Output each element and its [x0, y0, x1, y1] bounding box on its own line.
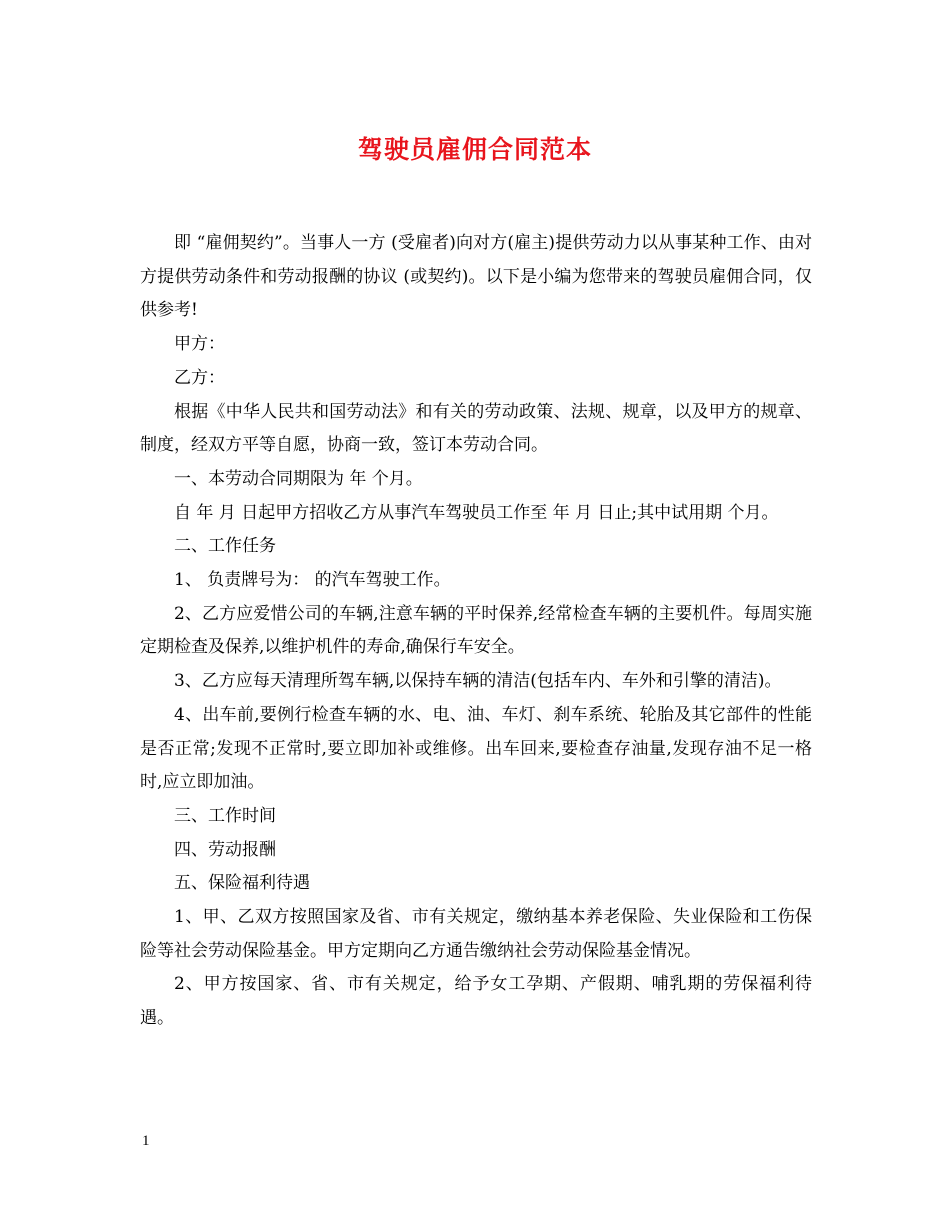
paragraph-task-4: 4、出车前,要例行检查车辆的水、电、油、车灯、刹车系统、轮胎及其它部件的性能是否正常;发现不正常时,要立即加补或维修。出车回来,要检查存油量,发现存油不足一格时,应立即加油。: [140, 704, 812, 793]
paragraph-task-1: 1、 负责牌号为： 的汽车驾驶工作。: [174, 570, 451, 591]
section-heading-pay: 四、劳动报酬: [174, 839, 276, 860]
paragraph-basis: 根据《中华人民共和国劳动法》和有关的劳动政策、法规、规章，以及甲方的规章、制度，经双方平等自愿，协商一致，签订本劳动合同。: [140, 401, 812, 456]
paragraph-term-dates: 自 年 月 日起甲方招收乙方从事汽车驾驶员工作至 年 月 日止;其中试用期 个月。: [174, 502, 779, 523]
paragraph-insurance-1: 1、甲、乙双方按照国家及省、市有关规定，缴纳基本养老保险、失业保险和工伤保险等社会劳动保险基金。甲方定期向乙方通告缴纳社会劳动保险基金情况。: [140, 907, 812, 961]
paragraph-party-a: 甲方：: [174, 334, 225, 355]
paragraph-insurance-2: 2、甲方按国家、省、市有关规定，给予女工孕期、产假期、哺乳期的劳保福利待遇。: [140, 974, 812, 1029]
document-title: 驾驶员雇佣合同范本: [357, 135, 592, 164]
section-heading-hours: 三、工作时间: [174, 805, 276, 826]
document-body: [140, 227, 812, 1036]
paragraph-party-b: 乙方：: [174, 367, 225, 388]
paragraph-intro: 即 “雇佣契约”。当事人一方 (受雇者)向对方(雇主)提供劳动力以从事某种工作、由对方提供劳动条件和劳动报酬的协议 (或契约)。以下是小编为您带来的驾驶员雇佣合同，仅供参考!: [140, 233, 812, 321]
paragraph-term: 一、本劳动合同期限为 年 个月。: [174, 468, 423, 489]
paragraph-task-3: 3、乙方应每天清理所驾车辆,以保持车辆的清洁(包括车内、车外和引擎的清洁)。: [174, 671, 782, 692]
paragraph-task-2: 2、乙方应爱惜公司的车辆,注意车辆的平时保养,经常检查车辆的主要机件。每周实施定期检查及保养,以维护机件的寿命,确保行车安全。: [140, 603, 812, 658]
section-heading-tasks: 二、工作任务: [174, 536, 276, 557]
section-heading-insurance: 五、保险福利待遇: [174, 873, 310, 894]
page-number: 1: [142, 1133, 150, 1149]
